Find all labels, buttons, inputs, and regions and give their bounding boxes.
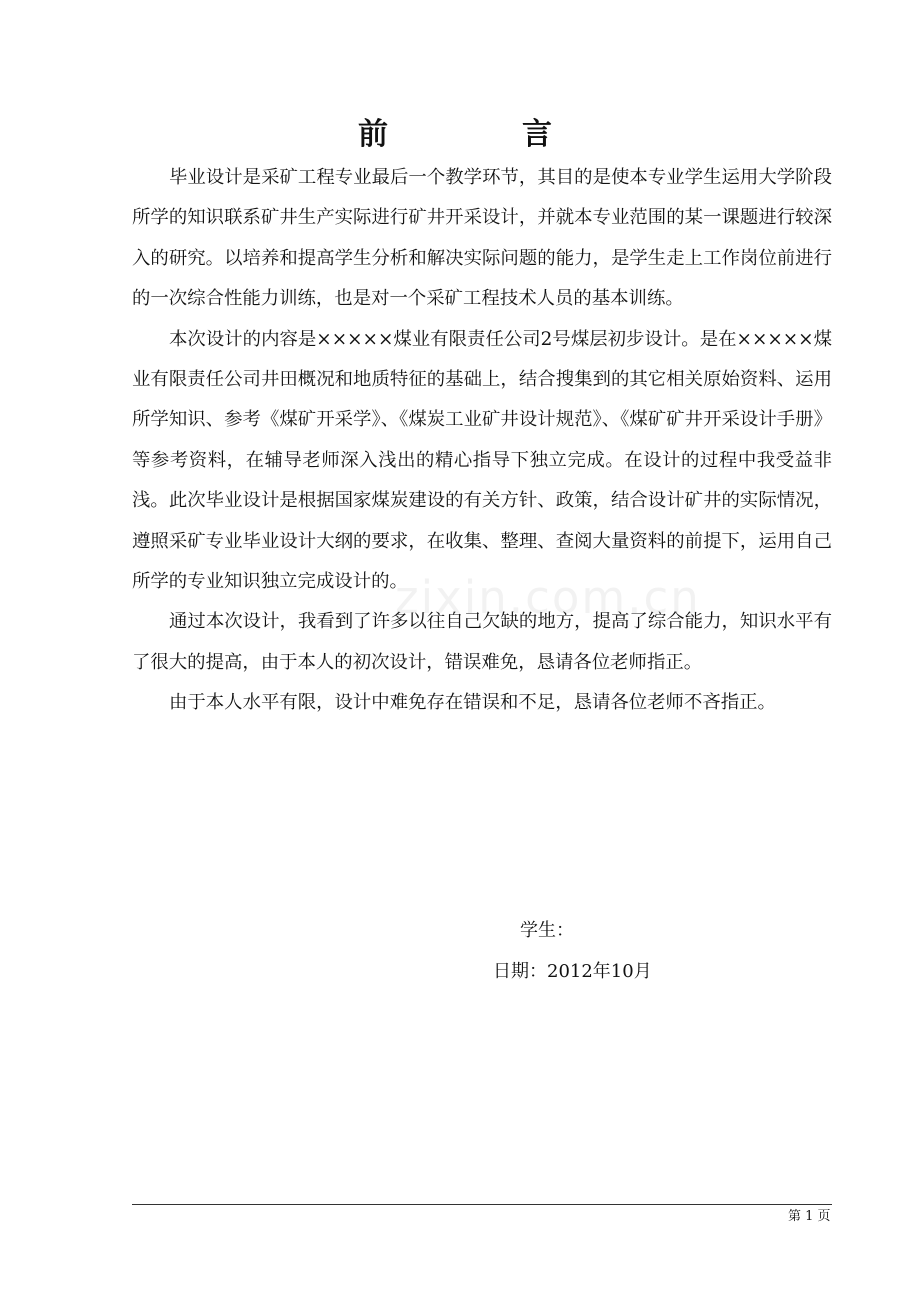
paragraph-1: 毕业设计是采矿工程专业最后一个教学环节，其目的是使本专业学生运用大学阶段所学的知识联系矿井生产实际进行矿井开采设计，并就本专业范围的某一课题进行较深入的研究。以培养和提高学生分析和解决实际问题的能力，是学生走上工作岗位前进行的一次综合性能力训练，也是对一个采矿工程技术人员的基本训练。: [132, 167, 832, 310]
document-title: 前 言: [358, 117, 604, 152]
watermark: zixin.com.cn: [395, 571, 701, 624]
footer-divider: [132, 1204, 832, 1205]
paragraph-3: 通过本次设计，我看到了许多以往自己欠缺的地方，提高了综合能力，知识水平有了很大的提高，由于本人的初次设计，错误难免，恳请各位老师指正。: [132, 611, 832, 673]
document-body: [132, 158, 832, 724]
paragraph-2: 本次设计的内容是×××××煤业有限责任公司2号煤层初步设计。是在×××××煤业有限责任公司井田概况和地质特征的基础上，结合搜集到的其它相关原始资料、运用所学知识、参考《煤矿开采学》、《煤炭工业矿井设计规范》、《煤矿矿井开采设计手册》等参考资料，在辅导老师深入浅出的精心指导下独立完成。在设计的过程中我受益非浅。此次毕业设计是根据国家煤炭建设的有关方针、政策，结合设计矿井的实际情况，遵照采矿专业毕业设计大纲的要求，在收集、整理、查阅大量资料的前提下，运用自己所学的专业知识独立完成设计的。: [132, 328, 832, 593]
date-label: 日期：2012年10月: [493, 961, 652, 982]
student-label: 学生：: [520, 920, 574, 941]
page-number: 第 1 页: [788, 1209, 831, 1224]
paragraph-4: 由于本人水平有限，设计中难免存在错误和不足，恳请各位老师不吝指正。: [169, 692, 776, 714]
